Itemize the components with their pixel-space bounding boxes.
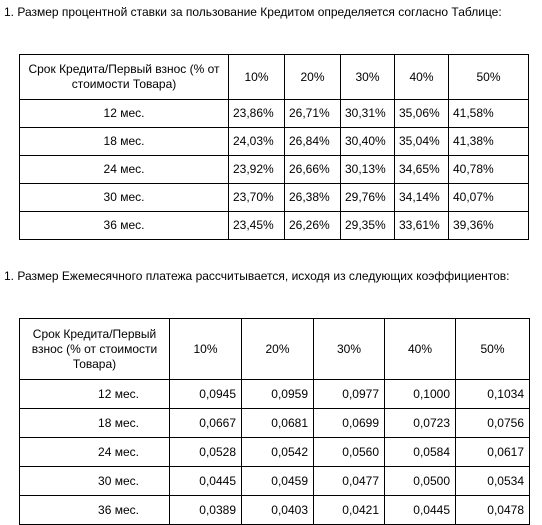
table-cell: 33,61% <box>395 212 449 240</box>
table-cell: 26,66% <box>285 156 341 184</box>
column-header: 50% <box>456 319 530 380</box>
table-cell: 23,45% <box>229 212 285 240</box>
column-header: 10% <box>170 319 242 380</box>
row-term: 36 мес. <box>20 496 170 525</box>
corner-header: Срок Кредита/Первый взнос (% от стоимости Товара) <box>20 319 170 380</box>
column-header: 30% <box>341 55 395 100</box>
row-term: 36 мес. <box>20 212 229 240</box>
table-cell: 26,38% <box>285 184 341 212</box>
row-term: 30 мес. <box>20 467 170 496</box>
table-cell: 24,03% <box>229 128 285 156</box>
table-header-row <box>20 55 529 100</box>
column-header: 40% <box>395 55 449 100</box>
table-row <box>20 380 530 409</box>
table-cell: 23,92% <box>229 156 285 184</box>
table-cell: 26,26% <box>285 212 341 240</box>
table-cell: 0,0681 <box>242 409 314 438</box>
table-header-row <box>20 319 530 380</box>
table-cell: 41,58% <box>449 100 529 128</box>
table-cell: 0,0945 <box>170 380 242 409</box>
table-row <box>20 156 529 184</box>
monthly-payment-table <box>19 318 530 525</box>
row-term: 12 мес. <box>20 100 229 128</box>
table-cell: 35,06% <box>395 100 449 128</box>
table-row <box>20 100 529 128</box>
table-cell: 0,0756 <box>456 409 530 438</box>
table-cell: 0,1034 <box>456 380 530 409</box>
column-header: 40% <box>385 319 456 380</box>
corner-header: Срок Кредита/Первый взнос (% от стоимости Товара) <box>20 55 229 100</box>
table-cell: 30,31% <box>341 100 395 128</box>
table-cell: 34,14% <box>395 184 449 212</box>
table-cell: 26,84% <box>285 128 341 156</box>
table-row <box>20 184 529 212</box>
table-cell: 29,35% <box>341 212 395 240</box>
table-cell: 41,38% <box>449 128 529 156</box>
table-cell: 39,36% <box>449 212 529 240</box>
table-cell: 0,0667 <box>170 409 242 438</box>
table-cell: 0,0699 <box>314 409 385 438</box>
row-term: 24 мес. <box>20 156 229 184</box>
row-term: 24 мес. <box>20 438 170 467</box>
table-row <box>20 212 529 240</box>
row-term: 12 мес. <box>20 380 170 409</box>
table-cell: 0,0977 <box>314 380 385 409</box>
table-row <box>20 467 530 496</box>
monthly-payment-heading: 1. Размер Ежемесячного платежа рассчитывается, исходя из следующих коэффициентов: <box>4 269 510 283</box>
table-cell: 0,0584 <box>385 438 456 467</box>
row-term: 18 мес. <box>20 409 170 438</box>
column-header: 20% <box>285 55 341 100</box>
column-header: 50% <box>449 55 529 100</box>
row-term: 18 мес. <box>20 128 229 156</box>
table-cell: 26,71% <box>285 100 341 128</box>
table-cell: 23,70% <box>229 184 285 212</box>
table-cell: 30,13% <box>341 156 395 184</box>
table-cell: 23,86% <box>229 100 285 128</box>
column-header: 10% <box>229 55 285 100</box>
table-cell: 0,0534 <box>456 467 530 496</box>
table-cell: 0,0528 <box>170 438 242 467</box>
table-cell: 40,07% <box>449 184 529 212</box>
table-cell: 0,0459 <box>242 467 314 496</box>
table-cell: 30,40% <box>341 128 395 156</box>
table-cell: 0,0723 <box>385 409 456 438</box>
table-cell: 34,65% <box>395 156 449 184</box>
table-cell: 0,0478 <box>456 496 530 525</box>
table-cell: 0,0445 <box>170 467 242 496</box>
table-cell: 0,0560 <box>314 438 385 467</box>
table-row <box>20 128 529 156</box>
column-header: 30% <box>314 319 385 380</box>
table-cell: 0,0959 <box>242 380 314 409</box>
table-cell: 0,0389 <box>170 496 242 525</box>
interest-rate-table <box>19 54 529 240</box>
table-row <box>20 496 530 525</box>
column-header: 20% <box>242 319 314 380</box>
table-cell: 0,0542 <box>242 438 314 467</box>
interest-rate-heading: 1. Размер процентной ставки за пользование Кредитом определяется согласно Таблице: <box>4 5 502 19</box>
table-cell: 29,76% <box>341 184 395 212</box>
table-cell: 0,0421 <box>314 496 385 525</box>
row-term: 30 мес. <box>20 184 229 212</box>
table-cell: 0,0403 <box>242 496 314 525</box>
table-cell: 35,04% <box>395 128 449 156</box>
table-cell: 0,0617 <box>456 438 530 467</box>
table-cell: 40,78% <box>449 156 529 184</box>
table-cell: 0,0500 <box>385 467 456 496</box>
table-cell: 0,0477 <box>314 467 385 496</box>
table-row <box>20 409 530 438</box>
table-row <box>20 438 530 467</box>
table-cell: 0,0445 <box>385 496 456 525</box>
table-cell: 0,1000 <box>385 380 456 409</box>
